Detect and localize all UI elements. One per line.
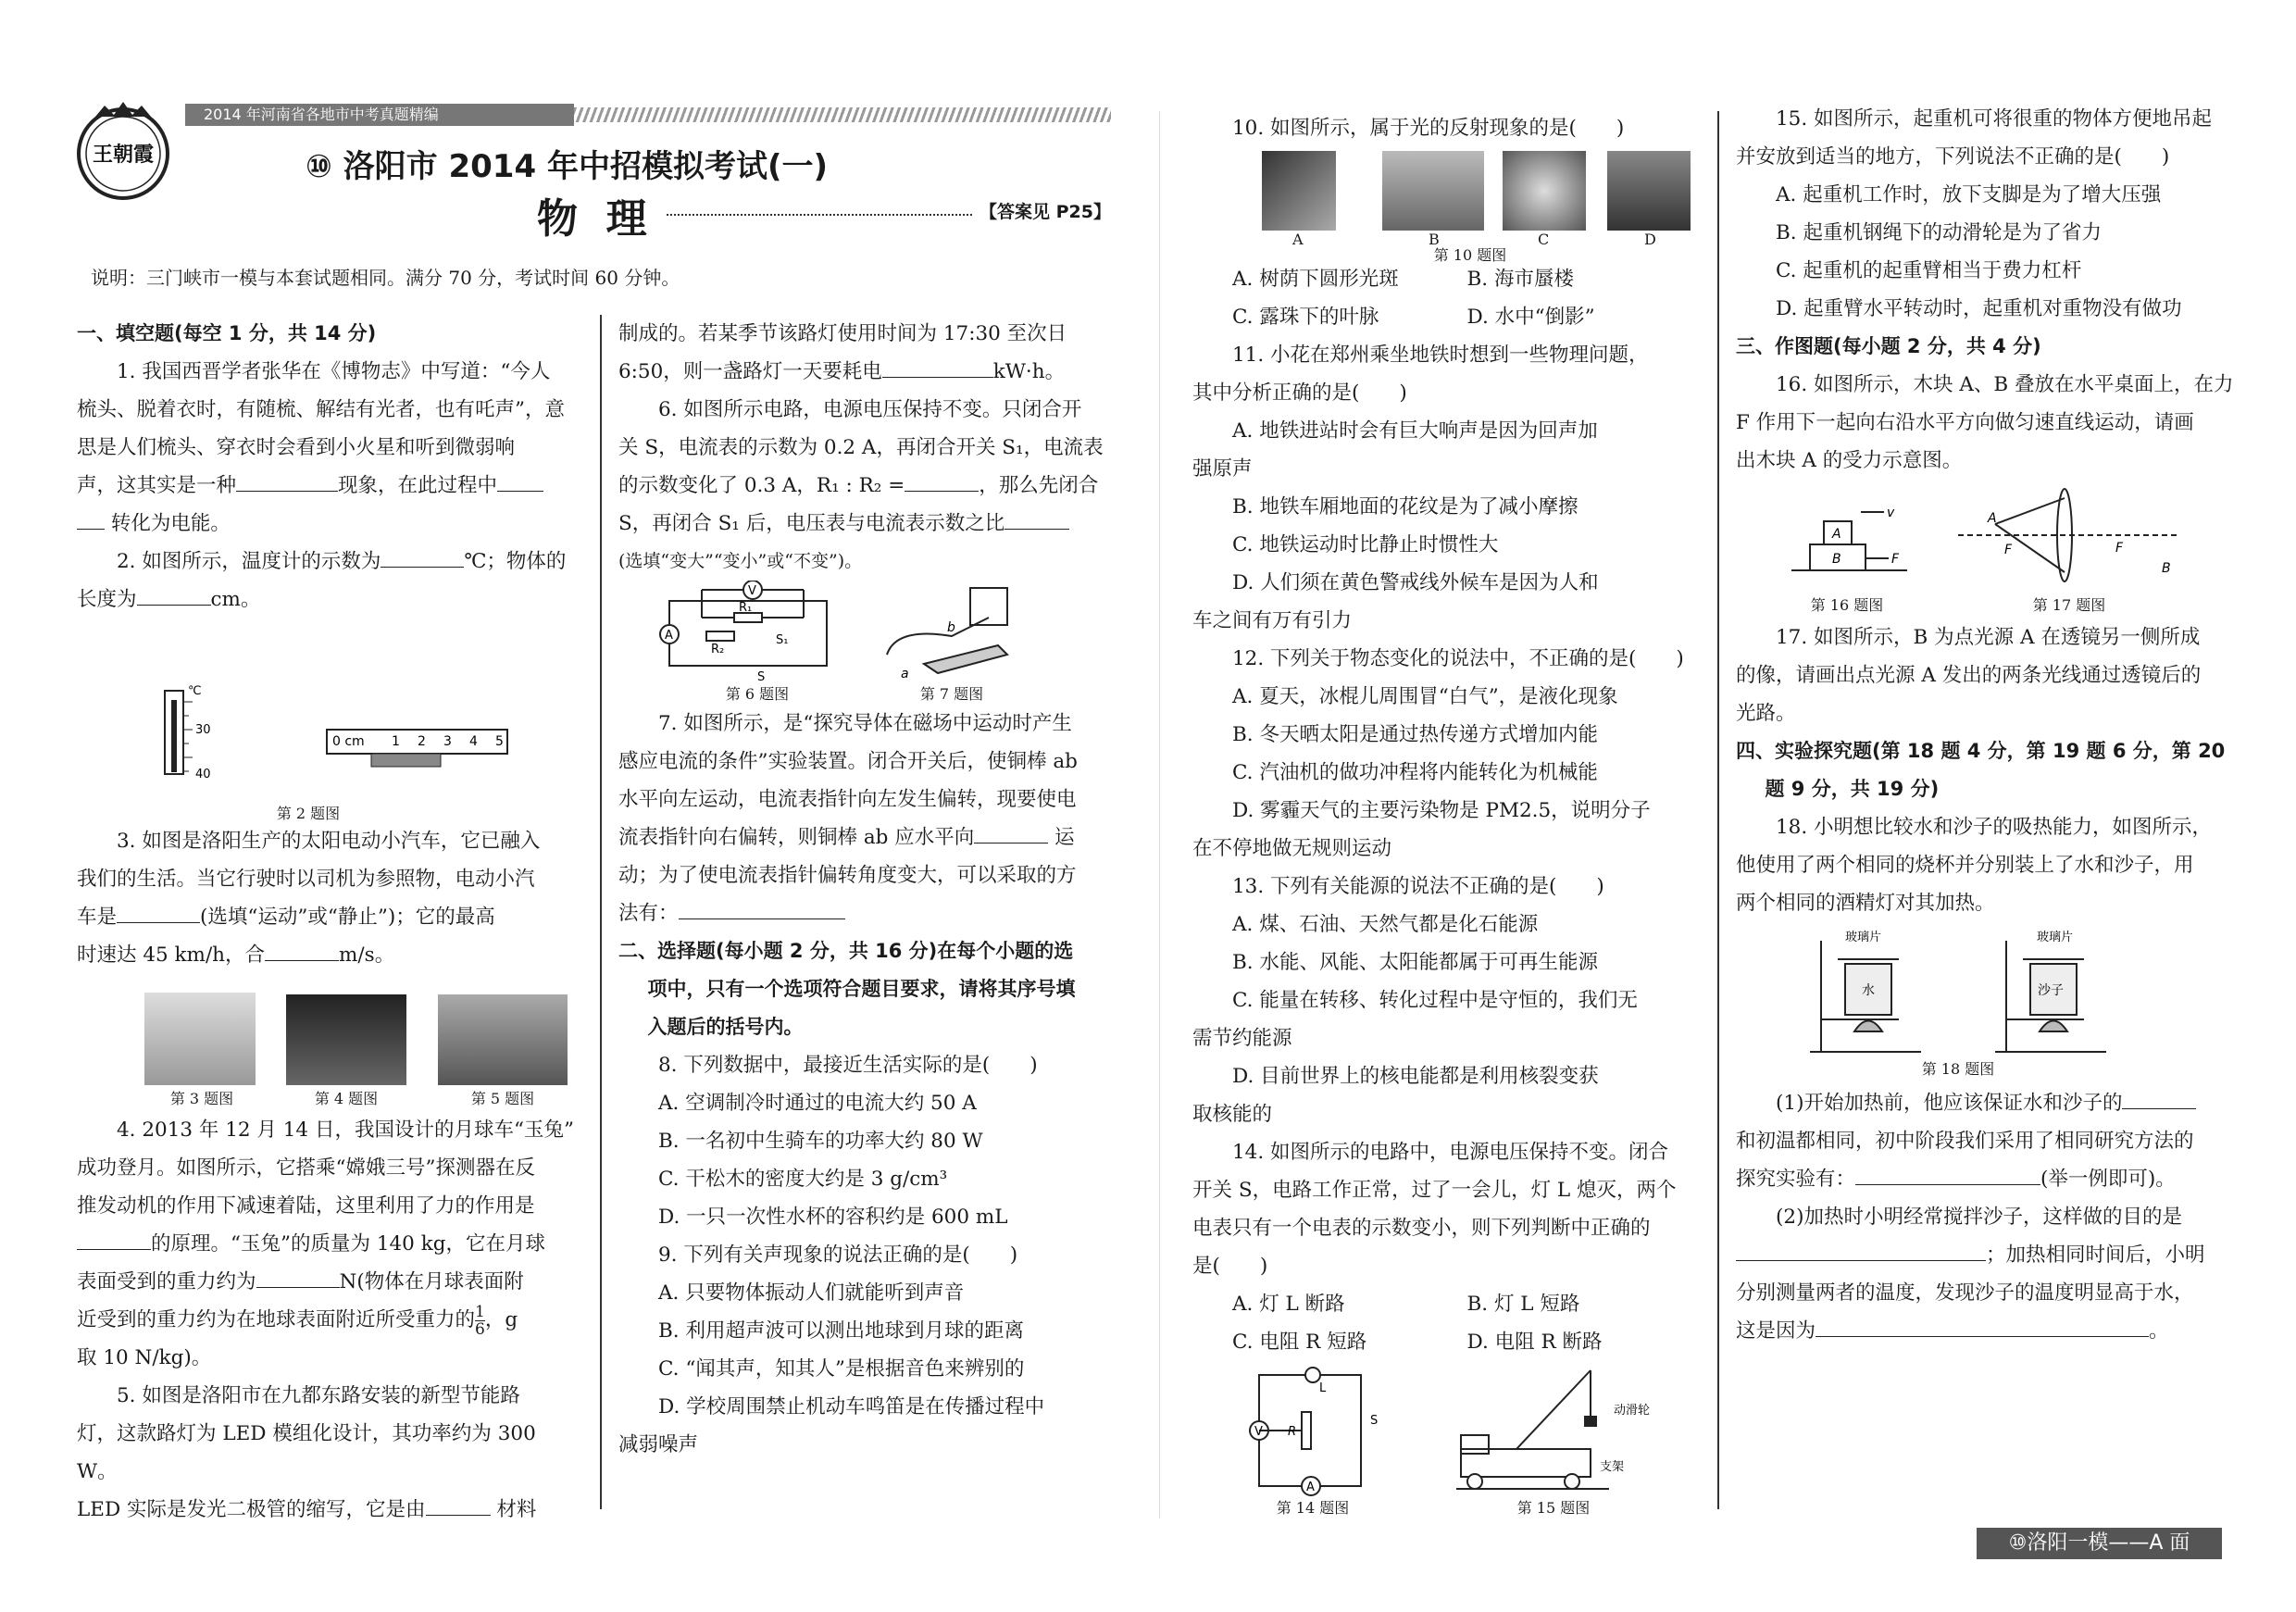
header-stripes xyxy=(574,107,1111,122)
q18-blank-2[interactable] xyxy=(1855,1162,2040,1185)
divider-2 xyxy=(1717,111,1719,1509)
q18-1-line: 和初温都相同，初中阶段我们采用了相同研究方法的 xyxy=(1736,1130,2194,1153)
q18-line: 两个相同的酒精灯对其加热。 xyxy=(1736,892,1995,915)
fig14-15-figures xyxy=(1192,1361,1702,1500)
q9-stem: 9. 下列有关声现象的说法正确的是( ) xyxy=(658,1243,1018,1267)
q5-blank-2[interactable] xyxy=(882,355,993,378)
q4-line: 的原理。“玉兔”的质量为 140 kg，它在月球 xyxy=(77,1225,581,1263)
q1-line: 1. 我国西晋学者张华在《博物志》中写道：“今人 xyxy=(117,360,551,383)
q18-blank-1[interactable] xyxy=(2122,1086,2196,1109)
q5-cont-line: 制成的。若某季节该路灯使用时间为 17:30 至次日 xyxy=(618,322,1067,345)
q9-option-d-cont: 减弱噪声 xyxy=(618,1433,699,1456)
q11-option-d-cont: 车之间有万有引力 xyxy=(1192,609,1353,632)
q14-options-row xyxy=(1192,1285,1702,1323)
column-2 xyxy=(618,315,1126,1464)
q9-option-a[interactable]: A. 只要物体振动人们就能听到声音 xyxy=(658,1281,965,1305)
exam-number: ⑩ xyxy=(306,148,332,185)
fig17-caption: 第 17 题图 xyxy=(2032,596,2106,614)
q2-line: 长度为 cm。 xyxy=(77,581,581,619)
q18-1-line: 探究实验有： (举一例即可)。 xyxy=(1736,1160,2250,1198)
q18-line: 他使用了两个相同的烧杯并分别装上了水和沙子，用 xyxy=(1736,854,2194,877)
q6-line: 的示数变化了 0.3 A，R₁ : R₂ = ，那么先闭合 xyxy=(618,467,1126,505)
fig16-blocks xyxy=(1791,512,1907,570)
fig18-label-glass-1: 玻璃片 xyxy=(1845,931,1882,944)
fig14-label-S: S xyxy=(1370,1414,1379,1428)
thermo-tick-30: 30 xyxy=(195,723,211,737)
q1-line: 梳头、脱着衣时，有随梳、解结有光者，也有吒声”，意 xyxy=(77,398,565,421)
fig3-caption: 第 3 题图 xyxy=(169,1090,234,1107)
q8-option-d[interactable]: D. 一只一次性水杯的容积约是 600 mL xyxy=(658,1206,1008,1229)
q4-blank-1[interactable] xyxy=(77,1227,151,1250)
fig5-caption: 第 5 题图 xyxy=(470,1090,535,1107)
q12-option-d[interactable]: D. 雾霾天气的主要污染物是 PM2.5，说明分子 xyxy=(1232,799,1651,822)
fig5-photo-led-lamp xyxy=(438,994,568,1085)
q13-option-d-cont: 取核能的 xyxy=(1192,1103,1273,1126)
q4-line: 4. 2013 年 12 月 14 日，我国设计的月球车“玉兔” xyxy=(117,1118,574,1142)
q14-option-a[interactable]: A. 灯 L 断路 xyxy=(1232,1293,1345,1316)
fig6-caption: 第 6 题图 xyxy=(725,685,790,703)
fig16-caption: 第 16 题图 xyxy=(1810,596,1884,614)
fig18-label-sand: 沙子 xyxy=(2038,983,2064,998)
fraction: $\frac{1}{6}$ xyxy=(475,1302,485,1339)
q1-line: 思是人们梳头、穿衣时会看到小火星和听到微弱响 xyxy=(77,436,516,459)
q6-line: S，再闭合 S₁ 后，电压表与电流表示数之比 xyxy=(618,505,1126,543)
q6-line: 关 S，电流表的示数为 0.2 A，再闭合开关 S₁，电流表 xyxy=(618,436,1104,459)
fig10-caption: 第 10 题图 xyxy=(1433,246,1507,264)
fig10-letter-c: C xyxy=(1538,231,1550,248)
q12-option-d-cont: 在不停地做无规则运动 xyxy=(1192,837,1392,860)
q5-line: LED 实际是发光二极管的缩写，它是由 材料 xyxy=(77,1491,581,1529)
q14-option-c[interactable]: C. 电阻 R 短路 xyxy=(1232,1331,1367,1354)
q4-line: 成功登月。如图所示，它搭乘“嫦娥三号”探测器在反 xyxy=(77,1156,535,1180)
q11-option-a-cont: 强原声 xyxy=(1192,457,1253,481)
q6-line: (选填“变大”“变小”或“不变”)。 xyxy=(618,551,863,571)
fig14-label-V: V xyxy=(1254,1425,1263,1439)
q13-option-c[interactable]: C. 能量在转移、转化过程中是守恒的，我们无 xyxy=(1232,989,1638,1012)
fig17-lens xyxy=(1958,489,2180,581)
q13-option-c-cont: 需节约能源 xyxy=(1192,1027,1292,1050)
q7-blank-2[interactable] xyxy=(679,896,845,919)
fig6-label-V: V xyxy=(748,584,756,598)
header-banner xyxy=(185,104,574,126)
fig10-photo-c xyxy=(1503,151,1586,231)
q18-blank-3[interactable] xyxy=(1736,1238,1986,1261)
subject-title: 物 理 xyxy=(537,195,647,243)
section-4-title: 题 9 分，共 19 分) xyxy=(1765,778,1940,800)
q10-options-row xyxy=(1192,298,1702,336)
q3-line: 3. 如图是洛阳生产的太阳电动小汽车，它已融入 xyxy=(117,830,541,853)
fig10-photo-d xyxy=(1607,151,1691,231)
q14-option-d[interactable]: D. 电阻 R 断路 xyxy=(1466,1331,1603,1354)
q10-stem: 10. 如图所示，属于光的反射现象的是( ) xyxy=(1232,117,1625,140)
q2-blank-1[interactable] xyxy=(381,544,464,568)
q3-blank-2[interactable] xyxy=(265,938,339,961)
fig14-label-L: L xyxy=(1319,1381,1327,1395)
fig17-label-A: A xyxy=(1988,511,1997,526)
q1-line: 声，这其实是一种 现象，在此过程中 xyxy=(77,467,581,505)
footer-tab xyxy=(1977,1528,2222,1559)
section-3-title: 三、作图题(每小题 2 分，共 4 分) xyxy=(1736,335,2041,357)
fig18-label-glass-2: 玻璃片 xyxy=(2037,931,2074,944)
q18-2-line: 这是因为 。 xyxy=(1736,1312,2250,1350)
ruler-tick-0: 0 cm xyxy=(332,734,365,749)
column-3 xyxy=(1192,109,1702,1518)
section-1-title: 一、填空题(每空 1 分，共 14 分) xyxy=(77,322,377,344)
fig17-label-F-left: F xyxy=(2004,543,2013,557)
ruler-tick-4: 4 xyxy=(469,734,478,749)
divider-center xyxy=(1159,111,1160,1518)
q9-option-d[interactable]: D. 学校周围禁止机动车鸣笛是在传播过程中 xyxy=(658,1395,1045,1418)
section-2-title: 项中，只有一个选项符合题目要求，请将其序号填 xyxy=(647,978,1076,1000)
fig4-caption: 第 4 题图 xyxy=(314,1090,379,1107)
q11-stem: 11. 小花在郑州乘坐地铁时想到一些物理问题， xyxy=(1232,344,1649,367)
q12-stem: 12. 下列关于物态变化的说法中，不正确的是( ) xyxy=(1232,647,1684,670)
q16-line: 16. 如图所示，木块 A、B 叠放在水平桌面上，在力 xyxy=(1776,373,2234,396)
fig6-label-R1: R₁ xyxy=(739,601,753,615)
q17-line: 光路。 xyxy=(1736,702,1796,725)
banner-text: 2014 年河南省各地市中考真题精编 xyxy=(204,106,439,123)
fig2-caption: 第 2 题图 xyxy=(276,805,341,822)
q1-line: 转化为电能。 xyxy=(77,505,581,543)
q11-option-b[interactable]: B. 地铁车厢地面的花纹是为了减小摩擦 xyxy=(1232,495,1578,519)
q3-line: 我们的生活。当它行驶时以司机为参照物，电动小汽 xyxy=(77,868,535,891)
fig4-photo-moon-rover xyxy=(286,994,406,1085)
q10-option-b[interactable]: B. 海市蜃楼 xyxy=(1466,268,1574,291)
q6-blank-2[interactable] xyxy=(1004,506,1069,530)
q11-stem: 其中分析正确的是( ) xyxy=(1192,381,1407,405)
q8-option-b[interactable]: B. 一名初中生骑车的功率大约 80 W xyxy=(658,1130,983,1153)
fig17-label-B: B xyxy=(2162,561,2171,576)
q15-option-d[interactable]: D. 起重臂水平转动时，起重机对重物没有做功 xyxy=(1776,297,2182,320)
q1-blank-1[interactable] xyxy=(236,469,338,492)
q11-option-a[interactable]: A. 地铁进站时会有巨大响声是因为回声加 xyxy=(1232,419,1598,443)
q18-2-line: ；加热相同时间后，小明 xyxy=(1736,1236,2250,1274)
divider-1 xyxy=(600,315,602,1509)
fig10-letter-d: D xyxy=(1644,231,1656,248)
q15-option-a[interactable]: A. 起重机工作时，放下支脚是为了增大压强 xyxy=(1776,183,2162,206)
fig10-photo-a xyxy=(1262,151,1336,231)
section-2-title: 二、选择题(每小题 2 分，共 16 分)在每个小题的选 xyxy=(618,940,1074,962)
q10-option-a[interactable]: A. 树荫下圆形光斑 xyxy=(1232,268,1399,291)
q7-line: 流表指针向右偏转，则铜棒 ab 应水平向 运 xyxy=(618,818,1126,856)
ruler-tick-2: 2 xyxy=(418,734,426,749)
column-1 xyxy=(77,315,581,1529)
fig15-label-support: 支架 xyxy=(1600,1460,1625,1474)
q14-options-row xyxy=(1192,1323,1702,1361)
fig15-crane xyxy=(1456,1370,1609,1489)
fig14-caption: 第 14 题图 xyxy=(1276,1499,1350,1517)
fig16-label-A: A xyxy=(1832,527,1841,542)
q16-line: 出木块 A 的受力示意图。 xyxy=(1736,449,1963,472)
q12-option-c[interactable]: C. 汽油机的做功冲程将内能转化为机械能 xyxy=(1232,761,1598,784)
logo-emblem xyxy=(72,100,174,202)
fig2 xyxy=(77,619,581,822)
q2-line: 2. 如图所示，温度计的示数为 ℃；物体的 xyxy=(77,543,581,581)
fig14-circuit xyxy=(1250,1368,1361,1495)
q7-line: 水平向左运动，电流表指针向左发生偏转，现要使电 xyxy=(618,788,1077,811)
ruler-tick-1: 1 xyxy=(392,734,400,749)
fig16-17-figures xyxy=(1736,480,2250,595)
q4-line: 近受到的重力约为在地球表面附近所受重力的 $\frac{1}{6}$ ，g xyxy=(77,1302,518,1339)
fig14-label-A: A xyxy=(1306,1481,1315,1494)
fig6-circuit xyxy=(618,581,1126,682)
fig18-label-water: 水 xyxy=(1862,983,1875,998)
q9-option-b[interactable]: B. 利用超声波可以测出地球到月球的距离 xyxy=(658,1319,1024,1343)
q7-blank-1[interactable] xyxy=(974,820,1048,843)
exam-title xyxy=(306,141,828,186)
thermo-unit: ℃ xyxy=(188,684,202,698)
q4-line: 推发动机的作用下减速着陆，这里利用了力的作用是 xyxy=(77,1194,535,1218)
section-2-title: 入题后的括号内。 xyxy=(647,1016,804,1038)
q8-stem: 8. 下列数据中，最接近生活实际的是( ) xyxy=(658,1054,1038,1077)
fig6-label-S1: S₁ xyxy=(776,633,789,647)
q8-option-a[interactable]: A. 空调制冷时通过的电流大约 50 A xyxy=(658,1092,977,1115)
answer-ref: 【答案见 P25】 xyxy=(980,202,1111,222)
q4-line: 表面受到的重力约为 N(物体在月球表面附 xyxy=(77,1263,581,1301)
q1-blank-2[interactable] xyxy=(497,469,543,492)
q14-stem: 电表只有一个电表的示数变小，则下列判断中正确的 xyxy=(1192,1217,1651,1240)
fig10 xyxy=(1192,147,1702,264)
q18-2-line: (2)加热时小明经常搅拌沙子，这样做的目的是 xyxy=(1776,1206,2182,1229)
fig6-7-row xyxy=(618,581,1126,705)
fig6-label-S: S xyxy=(757,670,766,682)
logo xyxy=(72,100,174,202)
fig6-label-A: A xyxy=(665,629,673,643)
exam-note: 说明：三门峡市一模与本套试题相同。满分 70 分，考试时间 60 分钟。 xyxy=(91,267,680,289)
fig17-label-F-right: F xyxy=(2115,541,2124,556)
q8-option-c[interactable]: C. 干松木的密度大约是 3 g/cm³ xyxy=(658,1168,948,1191)
logo-text: 王朝霞 xyxy=(92,144,155,167)
q3-line: 车是 (选填“运动”或“静止”)；它的最高 xyxy=(77,898,581,936)
fig18 xyxy=(1736,922,2250,1084)
q12-option-a[interactable]: A. 夏天，冰棍儿周围冒“白气”，是液化现象 xyxy=(1232,685,1618,708)
q3-line: 时速达 45 km/h，合 m/s。 xyxy=(77,936,581,974)
q16-line: F 作用下一起向右沿水平方向做匀速直线运动，请画 xyxy=(1736,411,2194,434)
q13-stem: 13. 下列有关能源的说法不正确的是( ) xyxy=(1232,875,1604,898)
q7-line: 7. 如图所示，是“探究导体在磁场中运动时产生 xyxy=(658,712,1072,735)
fig16-label-v: v xyxy=(1887,506,1895,520)
q13-option-a[interactable]: A. 煤、石油、天然气都是化石能源 xyxy=(1232,913,1539,936)
q10-option-d[interactable]: D. 水中“倒影” xyxy=(1466,306,1595,329)
thermometer-ruler-figure xyxy=(77,619,581,804)
q5-cont-line: 6:50，则一盏路灯一天要耗电 kW·h。 xyxy=(618,353,1126,391)
fig15-caption: 第 15 题图 xyxy=(1516,1499,1591,1517)
q17-line: 的像，请画出点光源 A 发出的两条光线通过透镜后的 xyxy=(1736,664,2202,687)
fig16-label-B: B xyxy=(1832,552,1841,567)
q5-line: 5. 如图是洛阳市在九都东路安装的新型节能路 xyxy=(117,1384,520,1407)
ruler-tick-5: 5 xyxy=(495,734,504,749)
fig10-letter-a: A xyxy=(1292,231,1304,248)
q9-option-c[interactable]: C. “闻其声，知其人”是根据音色来辨别的 xyxy=(658,1357,1025,1381)
fig7-caption: 第 7 题图 xyxy=(919,685,984,703)
q3-blank-1[interactable] xyxy=(117,900,200,923)
q18-1-line: (1)开始加热前，他应该保证水和沙子的 xyxy=(1736,1084,2250,1122)
q6-blank-1[interactable] xyxy=(905,469,979,492)
q18-blank-4[interactable] xyxy=(1816,1314,2149,1337)
footer-label: ⑩洛阳一模——A 面 xyxy=(2008,1531,2190,1555)
q12-option-b[interactable]: B. 冬天晒太阳是通过热传递方式增加内能 xyxy=(1232,723,1598,746)
q15-option-b[interactable]: B. 起重机钢绳下的动滑轮是为了省力 xyxy=(1776,221,2102,244)
q14-stem: 是( ) xyxy=(1192,1255,1268,1278)
q13-option-d[interactable]: D. 目前世界上的核电能都是利用核裂变获 xyxy=(1232,1065,1599,1088)
q14-stem: 14. 如图所示的电路中，电源电压保持不变。闭合 xyxy=(1232,1141,1669,1164)
q14-option-b[interactable]: B. 灯 L 短路 xyxy=(1466,1293,1580,1316)
fig16-label-F: F xyxy=(1891,552,1900,567)
ruler-tick-3: 3 xyxy=(443,734,452,749)
q15-stem: 并安放到适当的地方，下列说法不正确的是( ) xyxy=(1736,145,2170,169)
q18-2-line: 分别测量两者的温度，发现沙子的温度明显高于水， xyxy=(1736,1281,2194,1305)
section-4-title: 四、实验探究题(第 18 题 4 分，第 19 题 6 分，第 20 xyxy=(1736,740,2226,762)
q2-blank-2[interactable] xyxy=(137,582,211,606)
q10-option-c[interactable]: C. 露珠下的叶脉 xyxy=(1232,306,1379,329)
subject-line xyxy=(667,214,972,216)
q11-option-c[interactable]: C. 地铁运动时比静止时惯性大 xyxy=(1232,533,1499,556)
fig10-photo-b xyxy=(1382,151,1484,231)
fig15-label-pulley: 动滑轮 xyxy=(1614,1404,1651,1418)
q15-stem: 15. 如图所示，起重机可将很重的物体方便地吊起 xyxy=(1776,107,2213,131)
fig3-5-row xyxy=(77,974,581,1107)
q11-option-d[interactable]: D. 人们须在黄色警戒线外候车是因为人和 xyxy=(1232,571,1599,594)
q6-line: 6. 如图所示电路，电源电压保持不变。只闭合开 xyxy=(658,398,1082,421)
fig18-beakers xyxy=(1736,922,2250,1061)
q7-line: 法有： xyxy=(618,894,1126,932)
q7-line: 动；为了使电流表指针偏转角度变大，可以采取的方 xyxy=(618,864,1077,887)
thermo-tick-40: 40 xyxy=(195,768,211,781)
fig16-17-row xyxy=(1736,480,2250,619)
q14-stem: 开关 S，电路工作正常，过了一会儿，灯 L 熄灭，两个 xyxy=(1192,1179,1677,1202)
q13-option-b[interactable]: B. 水能、风能、太阳能都属于可再生能源 xyxy=(1232,951,1598,974)
fig7-label-a: a xyxy=(901,667,909,681)
q4-blank-2[interactable] xyxy=(256,1265,340,1288)
q7-line: 感应电流的条件”实验装置。闭合开关后，使铜棒 ab xyxy=(618,750,1078,773)
exam-title-text: 洛阳市 2014 年中招模拟考试(一) xyxy=(343,148,829,185)
q10-options-row xyxy=(1192,260,1702,298)
fig14-15-row xyxy=(1192,1361,1702,1518)
fig14-label-R: R xyxy=(1288,1425,1297,1439)
fig18-caption: 第 18 题图 xyxy=(1921,1060,1995,1078)
q1-blank-2b[interactable] xyxy=(77,506,105,530)
fig6-label-R2: R₂ xyxy=(711,643,725,656)
column-4 xyxy=(1736,100,2250,1350)
fig7-label-b: b xyxy=(947,620,955,635)
q17-line: 17. 如图所示，B 为点光源 A 在透镜另一侧所成 xyxy=(1776,626,2201,649)
q5-blank-1[interactable] xyxy=(426,1493,491,1516)
q5-line: 灯，这款路灯为 LED 模组化设计，其功率约为 300 W。 xyxy=(77,1422,536,1483)
q15-option-c[interactable]: C. 起重机的起重臂相当于费力杠杆 xyxy=(1776,259,2082,282)
q4-line: 取 10 N/kg)。 xyxy=(77,1346,212,1369)
q18-line: 18. 小明想比较水和沙子的吸热能力，如图所示， xyxy=(1776,816,2213,839)
fig10-letter-b: B xyxy=(1429,231,1440,248)
fig3-photo-solar-car xyxy=(144,993,256,1085)
